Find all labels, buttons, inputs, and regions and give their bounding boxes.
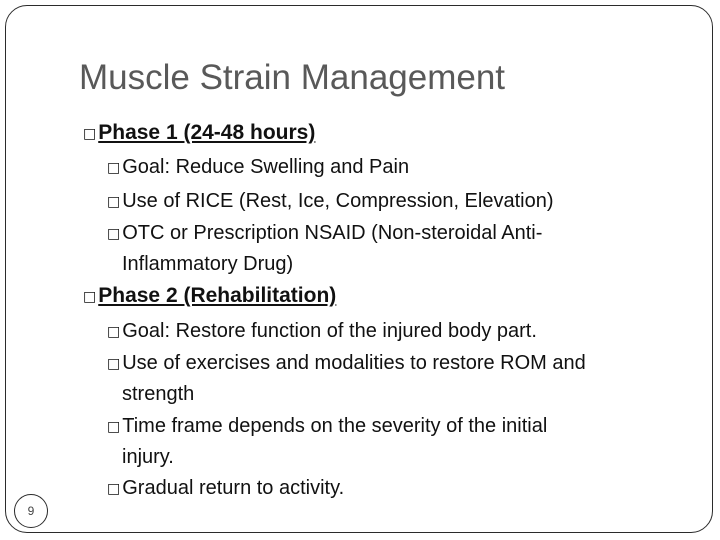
bullet-icon: □: [107, 160, 121, 176]
bullet-icon: □: [107, 419, 121, 435]
bullet-icon: □: [107, 356, 121, 372]
slide-title: Muscle Strain Management: [79, 58, 506, 97]
bullet-icon: □: [83, 289, 97, 305]
bullet-icon: □: [107, 481, 121, 497]
bullet-icon: □: [83, 126, 97, 142]
list-item: □ OTC or Prescription NSAID (Non-steroidal Anti- Inflammatory Drug): [107, 222, 543, 275]
bullet-icon: □: [107, 194, 121, 210]
list-item: □ Goal: Restore function of the injured body part.: [107, 320, 537, 342]
section-heading-phase-1: □Phase 1 (24-48 hours): [83, 121, 316, 144]
list-item: □ Goal: Reduce Swelling and Pain: [107, 156, 410, 178]
list-item: □ Use of exercises and modalities to restore ROM and strength: [107, 352, 586, 405]
list-item: □ Use of RICE (Rest, Ice, Compression, Elevation): [107, 190, 554, 212]
section-heading-phase-2: □Phase 2 (Rehabilitation): [83, 284, 337, 307]
list-item: □ Time frame depends on the severity of the initial injury.: [107, 415, 548, 468]
bullet-icon: □: [107, 226, 121, 242]
bullet-icon: □: [107, 324, 121, 340]
page-number: 9: [14, 494, 48, 528]
list-item: □ Gradual return to activity.: [107, 477, 345, 499]
